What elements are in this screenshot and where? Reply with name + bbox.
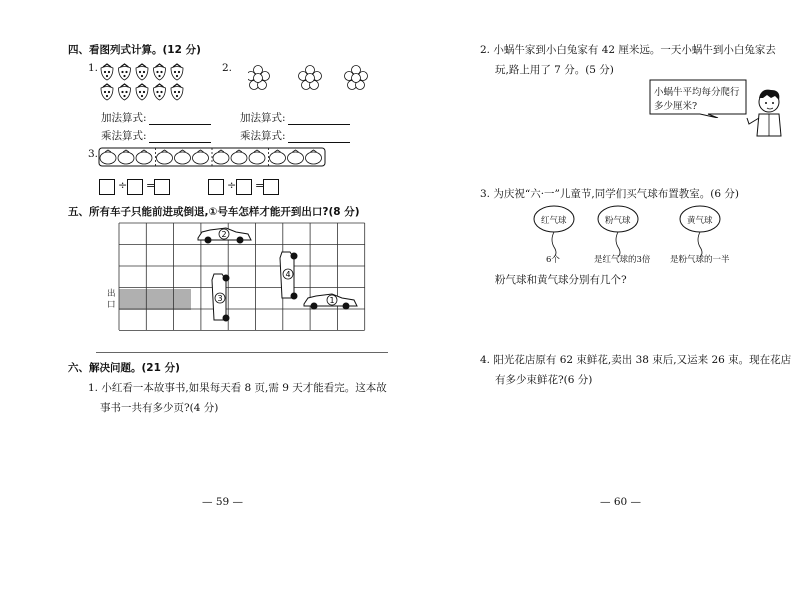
eq-sign-1: = [146,179,156,192]
q2-add-row: 加法算式: [240,110,350,125]
flower-group-icon [248,58,380,100]
s6-q1-line1: 1. 小红看一本故事书,如果每天看 8 页,需 9 天才能看完。这本故 [88,382,387,394]
tomato-row-icon [98,146,326,168]
parking-grid [118,222,366,332]
div-sign-2: ÷ [227,179,237,192]
section-divider [96,352,388,353]
page-number-left: — 59 — [202,496,244,508]
q2-mul-blank[interactable] [288,132,350,143]
car-4-label: 4 [285,270,291,279]
div-box-1c[interactable] [154,179,170,195]
div-box-1a[interactable] [99,179,115,195]
q4-line2: 有多少束鲜花?(6 分) [495,374,593,386]
div-sign-1: ÷ [118,179,128,192]
speech-line2: 多少厘米? [654,101,698,112]
section4-heading: 四、看图列式计算。(12 分) [68,44,201,56]
balloon-name-red: 红气球 [541,216,567,226]
q1-mul-blank[interactable] [149,132,211,143]
div-box-2a[interactable] [208,179,224,195]
balloon-caption-pink: 是红气球的3倍 [594,255,651,265]
div-box-2b[interactable] [236,179,252,195]
q2-add-blank[interactable] [288,114,350,125]
car-3[interactable] [212,274,230,322]
section6-heading: 六、解决问题。(21 分) [68,362,180,374]
car-4[interactable] [280,252,298,300]
q4-line1: 4. 阳光花店原有 62 束鲜花,卖出 38 束后,又运来 26 束。现在花店 [480,354,792,366]
q2-mul-row: 乘法算式: [240,128,350,143]
balloon-caption-yellow: 是粉气球的一半 [670,255,730,265]
q1-number: 1. [88,62,99,74]
q1-add-blank[interactable] [149,114,211,125]
strawberry-group-icon [97,60,189,102]
q2-line1: 2. 小蜗牛家到小白兔家有 42 厘米远。一天小蜗牛到小白兔家去 [480,44,776,56]
exit-lane [119,289,191,310]
car-2-label: 2 [221,230,227,239]
q1-mul-row: 乘法算式: [101,128,211,143]
boy-icon [745,88,785,138]
exit-label: 出口 [107,289,116,310]
page-number-right: — 60 — [600,496,642,508]
car-2[interactable] [198,228,251,244]
eq-sign-2: = [255,179,265,192]
q1-add-row: 加法算式: [101,110,211,125]
car-1-label: 1 [329,296,335,305]
balloon-name-yellow: 黄气球 [687,216,713,226]
div-box-1b[interactable] [127,179,143,195]
q3-question: 粉气球和黄气球分别有几个? [495,274,627,286]
q2-line2: 玩,路上用了 7 分。(5 分) [495,64,614,76]
speech-line1: 小蜗牛平均每分爬行 [654,87,740,98]
q2-number: 2. [222,62,233,74]
q3-number: 3. [88,148,99,160]
s6-q1-line2: 事书一共有多少页?(4 分) [100,402,219,414]
div-box-2c[interactable] [263,179,279,195]
balloon-caption-red: 6个 [546,255,560,265]
balloon-name-pink: 粉气球 [605,216,631,226]
car-3-label: 3 [217,294,223,303]
car-1[interactable] [304,294,357,310]
section5-heading: 五、所有车子只能前进或倒退,①号车怎样才能开到出口?(8 分) [68,206,360,218]
q3-line1: 3. 为庆祝“六·一”儿童节,同学们买气球布置教室。(6 分) [480,188,739,200]
